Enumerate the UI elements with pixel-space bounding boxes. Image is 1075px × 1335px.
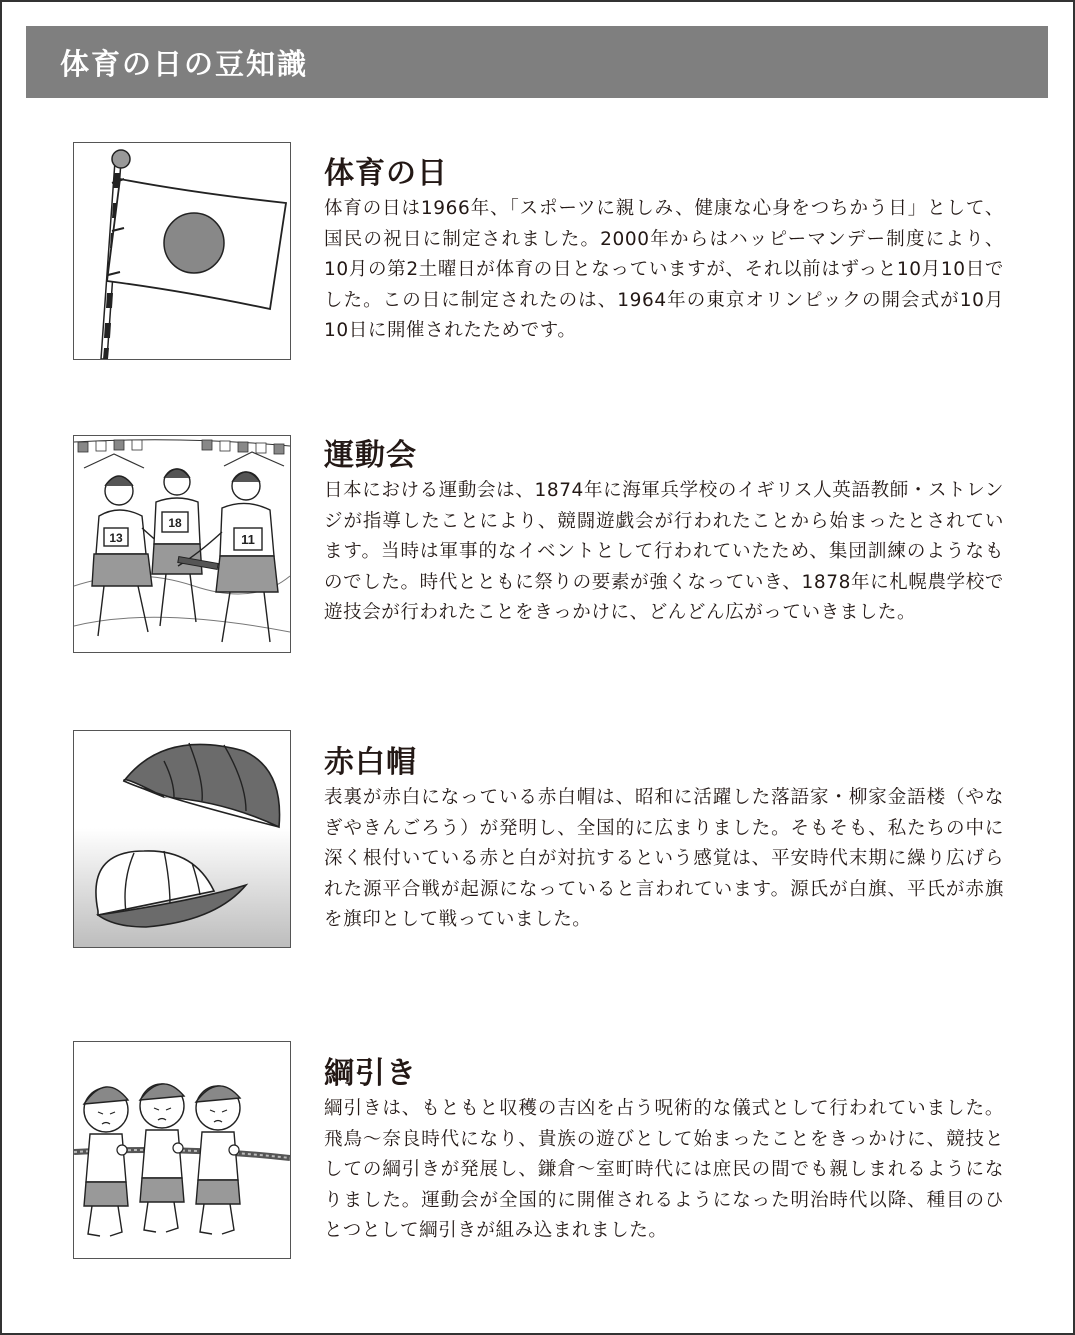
section-title: 運動会 bbox=[324, 438, 417, 473]
flag-illustration bbox=[73, 142, 291, 360]
bib-number: 11 bbox=[241, 532, 255, 547]
section-body: 体育の日は1966年、「スポーツに親しみ、健康な心身をつちかう日」として、国民の祝日に制定されました。2000年からはハッピーマンデー制度により、10月の第2土曜日が体育の日となっていますが、それ以前はずっと10月10日でした。この日に制定されたのは、1964年の東京オリンピックの開会式が10月10日に開催されたためです。 bbox=[324, 198, 1004, 341]
section-title: 綱引き bbox=[324, 1056, 417, 1091]
relay-illustration bbox=[73, 435, 291, 653]
section-body: 日本における運動会は、1874年に海軍兵学校のイギリス人英語教師・ストレンジが指導したことにより、競闘遊戯会が行われたことから始まったとされています。当時は軍事的なイベントとして行われていたため、集団訓練のようなものでした。時代とともに祭りの要素が強くなっていき、1878年に札幌農学校で遊技会が行われたことをきっかけに、どんどん広がっていきました。 bbox=[324, 480, 1004, 623]
tug-of-war-icon bbox=[74, 1042, 290, 1258]
section-title: 体育の日 bbox=[324, 156, 448, 191]
relay-runners-icon bbox=[74, 436, 290, 652]
section-title: 赤白帽 bbox=[324, 745, 417, 780]
header-bar bbox=[26, 26, 1048, 98]
japanese-flag-icon bbox=[74, 143, 290, 359]
bib-number: 13 bbox=[109, 531, 123, 545]
bib-number: 18 bbox=[168, 516, 182, 530]
section-body: 綱引きは、もともと収穫の吉凶を占う呪術的な儀式として行われていました。飛鳥～奈良時代になり、貴族の遊びとして始まったことをきっかけに、競技としての綱引きが発展し、鎌倉～室町時代には庶民の間でも親しまれるようになりました。運動会が全国的に開催されるようになった明治時代以降、種目のひとつとして綱引きが組み込まれました。 bbox=[324, 1098, 1004, 1241]
red-white-caps-icon bbox=[74, 731, 290, 947]
caps-illustration bbox=[73, 730, 291, 948]
section-body: 表裏が赤白になっている赤白帽は、昭和に活躍した落語家・柳家金語楼（やなぎやきんごろう）が発明し、全国的に広まりました。そもそも、私たちの中に深く根付いている赤と白が対抗するという感覚は、平安時代末期に繰り広げられた源平合戦が起源になっていると言われています。源氏が白旗、平氏が赤旗を旗印として戦っていました。 bbox=[324, 787, 1004, 930]
tug-of-war-illustration bbox=[73, 1041, 291, 1259]
page-title: 体育の日の豆知識 bbox=[60, 47, 309, 81]
